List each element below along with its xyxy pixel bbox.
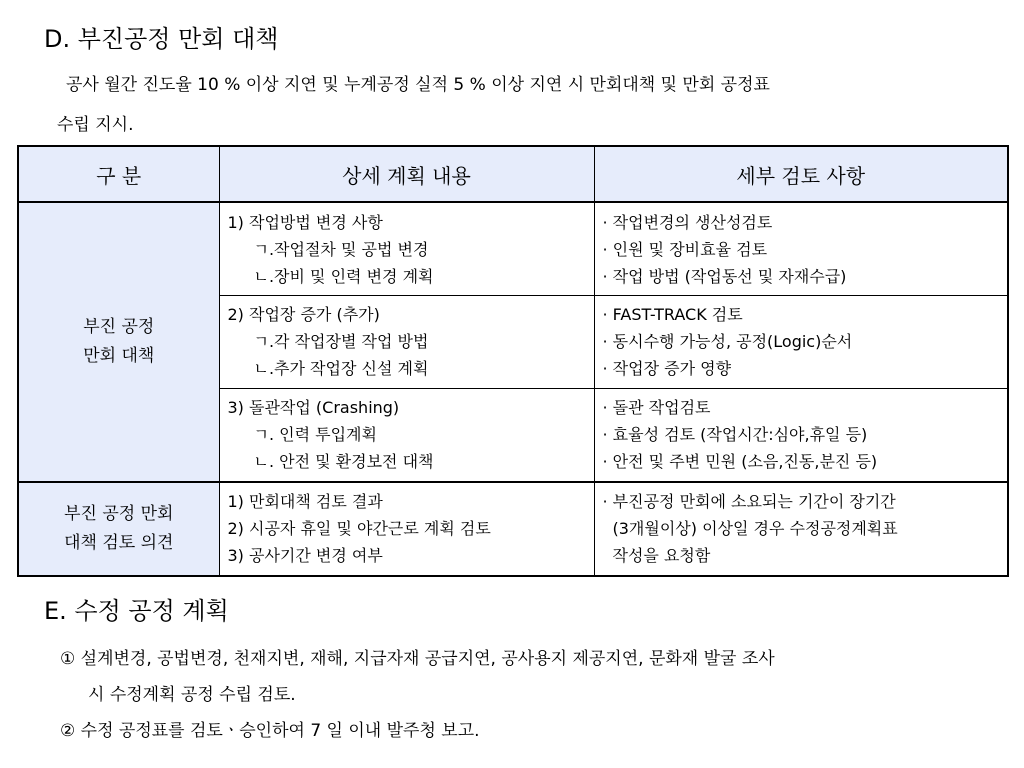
category-line: 부진 공정 bbox=[83, 316, 155, 337]
detail-subitem: ㄱ.각 작업장별 작업 방법 bbox=[253, 332, 429, 352]
review-cell bbox=[594, 296, 1008, 389]
recovery-category-cell bbox=[18, 202, 219, 482]
detail-item: 3) 공사기간 변경 여부 bbox=[227, 546, 383, 566]
detail-item: 2) 작업장 증가 (추가) bbox=[227, 305, 380, 325]
review-item: · 효율성 검토 (작업시간:심야,휴일 등) bbox=[602, 425, 868, 445]
section-e-item2: ② 수정 공정표를 검토ㆍ승인하여 7 일 이내 발주청 보고. bbox=[60, 721, 480, 741]
review-item: · 돌관 작업검토 bbox=[602, 398, 711, 418]
review-cell bbox=[594, 388, 1008, 482]
review-item: · FAST-TRACK 검토 bbox=[602, 305, 743, 325]
category-line: 만회 대책 bbox=[83, 345, 155, 366]
review-cell bbox=[594, 202, 1008, 296]
header-review-items: 세부 검토 사항 bbox=[594, 146, 1008, 202]
detail-subitem: ㄱ. 인력 투입계획 bbox=[253, 425, 377, 445]
opinion-category-cell bbox=[18, 482, 219, 576]
detail-item: 2) 시공자 휴일 및 야간근로 계획 검토 bbox=[227, 519, 491, 539]
review-item: · 동시수행 가능성, 공정(Logic)순서 bbox=[602, 332, 853, 352]
category-line: 부진 공정 만회 bbox=[64, 503, 174, 524]
detail-item: 1) 작업방법 변경 사항 bbox=[227, 212, 383, 232]
detail-subitem: ㄴ.추가 작업장 신설 계획 bbox=[253, 359, 429, 379]
review-item: · 안전 및 주변 민원 (소음,진동,분진 등) bbox=[602, 452, 878, 472]
detail-cell bbox=[219, 296, 594, 389]
review-item: · 작업변경의 생산성검토 bbox=[602, 212, 773, 232]
section-d-intro-line2: 수립 지시. bbox=[57, 115, 134, 135]
table-header-row bbox=[18, 146, 1008, 202]
header-category: 구 분 bbox=[18, 146, 219, 202]
section-e-title: E. 수정 공정 계획 bbox=[44, 597, 229, 625]
detail-subitem: ㄱ.작업절차 및 공법 변경 bbox=[253, 239, 429, 259]
review-item: · 부진공정 만회에 소요되는 기간이 장기간 bbox=[602, 492, 896, 512]
header-detail-plan: 상세 계획 내용 bbox=[219, 146, 594, 202]
review-item: · 인원 및 장비효율 검토 bbox=[602, 239, 768, 259]
table-row bbox=[18, 482, 1008, 576]
detail-cell bbox=[219, 202, 594, 296]
recovery-plan-table bbox=[17, 145, 1009, 577]
review-item: · 작업장 증가 영향 bbox=[602, 359, 732, 379]
detail-subitem: ㄴ.장비 및 인력 변경 계획 bbox=[253, 266, 434, 286]
detail-item: 3) 돌관작업 (Crashing) bbox=[227, 398, 400, 418]
section-e-item1-line2: 시 수정계획 공정 수립 검토. bbox=[88, 685, 296, 705]
review-item: · 작업 방법 (작업동선 및 자재수급) bbox=[602, 266, 847, 286]
section-d-intro-line1: 공사 월간 진도율 10 % 이상 지연 및 누계공정 실적 5 % 이상 지연 시 만회대책 및 만회 공정표 bbox=[66, 75, 770, 95]
detail-subitem: ㄴ. 안전 및 환경보전 대책 bbox=[253, 452, 434, 472]
section-d-title: D. 부진공정 만회 대책 bbox=[44, 25, 279, 53]
review-item-continued: 작성을 요청함 bbox=[612, 546, 711, 566]
category-line: 대책 검토 의견 bbox=[64, 532, 174, 553]
section-e-item1-line1: ① 설계변경, 공법변경, 천재지변, 재해, 지급자재 공급지연, 공사용지 제공지연, 문화재 발굴 조사 bbox=[60, 649, 775, 669]
detail-item: 1) 만회대책 검토 결과 bbox=[227, 492, 383, 512]
opinion-detail-cell bbox=[219, 482, 594, 576]
review-item-continued: (3개월이상) 이상일 경우 수정공정계획표 bbox=[612, 519, 898, 539]
table-row bbox=[18, 202, 1008, 296]
detail-cell bbox=[219, 388, 594, 482]
opinion-review-cell bbox=[594, 482, 1008, 576]
